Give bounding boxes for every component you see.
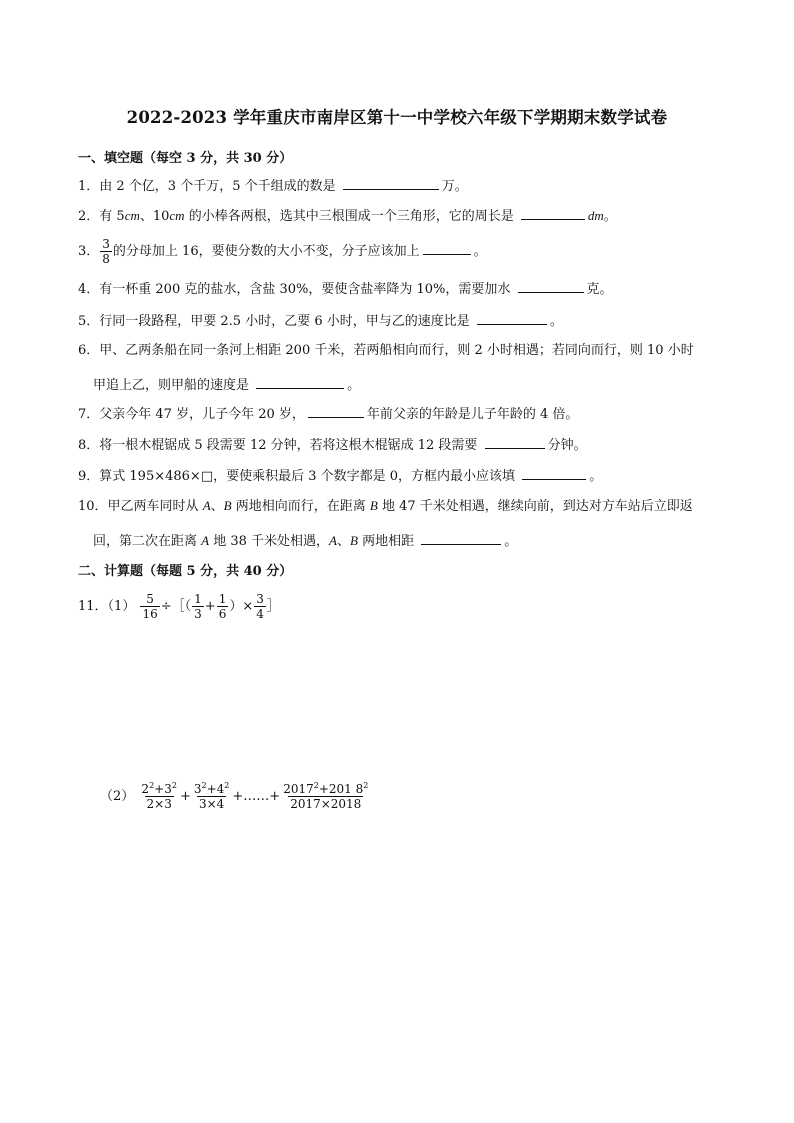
q5-text: 5．行同一段路程，甲要 2.5 小时，乙要 6 小时，甲与乙的速度比是 [78,314,470,329]
q11-part2-label: （2） [100,789,135,804]
answer-blank-4[interactable] [518,280,584,293]
question-3 [78,237,487,266]
answer-blank-3[interactable] [423,242,471,255]
question-10-continued [93,530,517,549]
exp: 2 [149,781,155,790]
q10-l1a: 10．甲乙两车同时从 [78,499,203,514]
q11-end-bracket: ］ [266,599,280,614]
q6-line2: 甲追上乙，则甲船的速度是 [93,378,250,393]
exp: 2 [171,781,177,790]
q10-point-b3: B [350,533,358,548]
term3-base1: 2017 [283,782,314,796]
answer-blank-7[interactable] [308,405,364,418]
question-11-part2 [100,782,371,811]
q2-pre: 2．有 5 [78,209,125,224]
q10-l2c: 两地相距 [357,534,415,549]
question-10 [78,498,693,515]
q10-point-a2: A [201,533,210,548]
answer-blank-6[interactable] [256,376,344,389]
q10-l1b: 两地相向而行，在距离 [231,499,370,514]
question-4 [78,280,613,298]
term3-denominator: 2017×2018 [290,797,362,811]
q10-point-b2: B [369,498,378,513]
question-1-text: 1．由 2 个亿，3 个千万，5 个千组成的数是 [78,179,336,194]
q3-number: 3． [78,244,100,259]
term3-numerator [281,782,370,796]
fraction-3-4 [254,592,266,621]
q3-end: 。 [473,244,487,259]
exp: 2 [313,781,319,790]
term2-base1: 3 [193,782,202,796]
q10-sep: 、 [210,499,224,514]
term1-denominator: 2×3 [146,797,172,811]
q10-end: 。 [504,534,518,549]
answer-blank-9[interactable] [522,467,586,480]
question-2 [78,207,617,225]
term2-denominator: 3×4 [198,797,225,811]
fraction-3-8 [100,237,112,266]
q10-sep2: 、 [337,534,351,549]
question-8 [78,436,587,454]
frac-den: 16 [142,607,158,621]
q4-text: 4．有一杯重 200 克的盐水，含盐 30%，要使含盐率降为 10%，需要加水 [78,282,511,297]
fraction-1-6 [217,592,229,621]
q10-point-b: B [223,498,232,513]
q9-text: 9．算式 195×486×□，要使乘积最后 3 个数字都是 0，方框内最小应该填 [78,469,516,484]
plus: + [179,789,191,804]
q10-l1c: 地 47 千米处相遇，继续向前，到达对方车站后立即返 [377,499,693,514]
question-6-continued [93,374,360,393]
answer-blank-10[interactable] [421,532,501,545]
answer-blank-2[interactable] [521,207,585,220]
q9-end: 。 [589,469,603,484]
answer-blank-1[interactable] [343,177,439,190]
q8-text: 8．将一根木棍锯成 5 段需要 12 分钟，若将这根木棍锯成 12 段需要 [78,438,478,453]
term1-base1: 2 [141,782,150,796]
q11-plus: + [204,599,216,614]
q2-unit-dm: dm [587,208,604,223]
q6-end: 。 [347,378,361,393]
q2-post: 的小棒各两根，选其中三根围成一个三角形，它的周长是 [184,209,514,224]
frac-num: 5 [146,592,154,606]
frac-den: 4 [256,607,264,621]
term3-base2: +201 8 [318,782,364,796]
frac-num: 1 [194,592,202,606]
page-title: 2022-2023 学年重庆市南岸区第十一中学校六年级下学期期末数学试卷 [126,108,668,127]
q11-label: 11．（1） [78,599,136,614]
q7-pre: 7．父亲今年 47 岁，儿子今年 20 岁， [78,407,305,422]
q11-close-times: ）× [229,599,254,614]
question-9 [78,467,602,485]
fraction-term-1 [139,782,179,811]
term2-numerator [192,782,232,796]
q10-l2b: 地 38 千米处相遇， [209,534,330,549]
answer-blank-8[interactable] [485,436,545,449]
fraction-term-last [281,782,370,811]
frac-num: 3 [256,592,264,606]
term2-base2: +4 [206,782,225,796]
exp: 2 [363,781,369,790]
q6-line1: 6．甲、乙两条船在同一条河上相距 200 千米，若两船相向而行，则 2 小时相遇；若同向而行，则 10 小时 [78,343,694,358]
ellipsis-plus: +……+ [232,789,281,804]
question-6 [78,343,694,359]
frac-den: 6 [218,607,227,621]
section-calculation-heading: 二、计算题（每题 5 分，共 40 分） [78,564,293,579]
frac-num: 1 [218,592,227,606]
fraction-5-16 [140,592,159,621]
q3-frac-num: 3 [102,237,110,251]
q2-unit-cm2: cm [169,208,185,223]
exp: 2 [224,781,230,790]
q4-end: 克。 [586,282,613,297]
q3-text: 的分母加上 16，要使分数的大小不变，分子应该加上 [112,244,420,259]
question-1 [78,177,468,195]
fraction-1-3 [192,592,204,621]
exp: 2 [201,781,207,790]
question-11-part1 [78,592,280,621]
q5-end: 。 [549,314,563,329]
answer-blank-5[interactable] [477,312,547,325]
q10-point-a: A [202,498,211,513]
q8-end: 分钟。 [547,438,587,453]
q7-post: 年前父亲的年龄是儿子年龄的 4 倍。 [366,407,579,422]
term1-base2: +3 [154,782,172,796]
q2-unit-cm1: cm [124,208,140,223]
frac-den: 3 [194,607,202,621]
q10-l2a: 回，第二次在距离 [93,534,202,549]
q2-mid: 、10 [139,209,170,224]
q2-end: 。 [603,209,617,224]
fraction-term-2 [192,782,232,811]
question-1-unit: 万。 [441,179,468,194]
question-7 [78,405,578,423]
question-5 [78,312,563,330]
q11-divide-bracket: ÷［（ [160,599,192,614]
q3-frac-den: 8 [102,252,110,266]
term1-numerator [139,782,179,796]
section-fill-blank-heading: 一、填空题（每空 3 分，共 30 分） [78,151,293,166]
q10-point-a3: A [329,533,337,548]
